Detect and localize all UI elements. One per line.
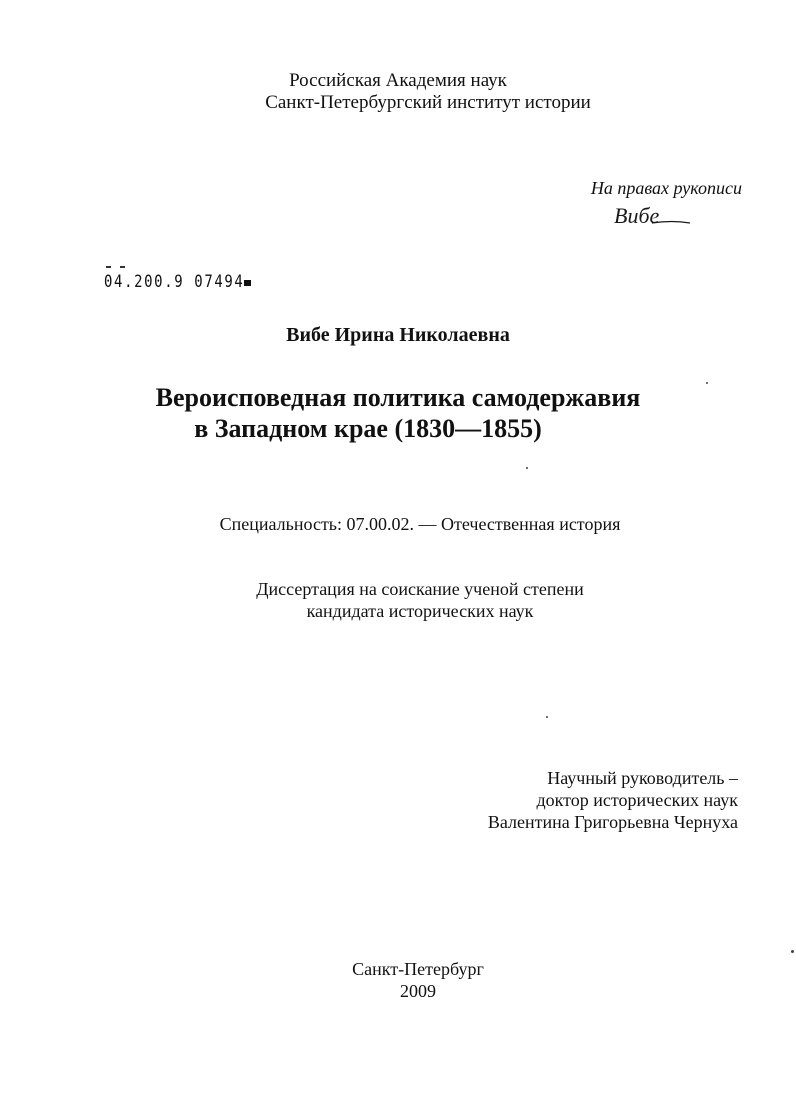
- year: 2009: [400, 981, 436, 1001]
- library-stamp-number: 04.200.9 07494: [104, 272, 245, 292]
- thesis-title-line-1: Вероисповедная политика самодержавия: [155, 383, 641, 412]
- city: Санкт-Петербург: [352, 959, 484, 979]
- degree-line-1: Диссертация на соискание ученой степени: [256, 579, 584, 599]
- thesis-title-line-2: в Западном крае (1830—1855): [194, 414, 542, 443]
- scan-speck: [546, 716, 548, 718]
- advisor-name: Валентина Григорьевна Чернуха: [487, 812, 738, 832]
- scan-speck: [791, 950, 794, 953]
- author-name: Вибе Ирина Николаевна: [286, 324, 510, 346]
- stamp-tick: [120, 266, 125, 268]
- academy-name: Российская Академия наук: [289, 70, 507, 91]
- scan-speck: [706, 382, 708, 384]
- manuscript-rights-note: На правах рукописи: [590, 178, 742, 198]
- specialty: Специальность: 07.00.02. — Отечественная история: [219, 514, 621, 534]
- advisor-degree: доктор исторических наук: [536, 790, 738, 810]
- advisor-label: Научный руководитель –: [547, 768, 738, 788]
- signature-underline: [652, 222, 690, 224]
- stamp-mark: [244, 280, 251, 286]
- stamp-tick: [106, 266, 111, 268]
- scan-speck: [526, 467, 528, 469]
- degree-line-2: кандидата исторических наук: [306, 601, 534, 621]
- institute-name: Санкт-Петербургский институт истории: [265, 92, 591, 113]
- handwritten-signature: [612, 196, 692, 236]
- signature-text: Вибе: [614, 203, 660, 228]
